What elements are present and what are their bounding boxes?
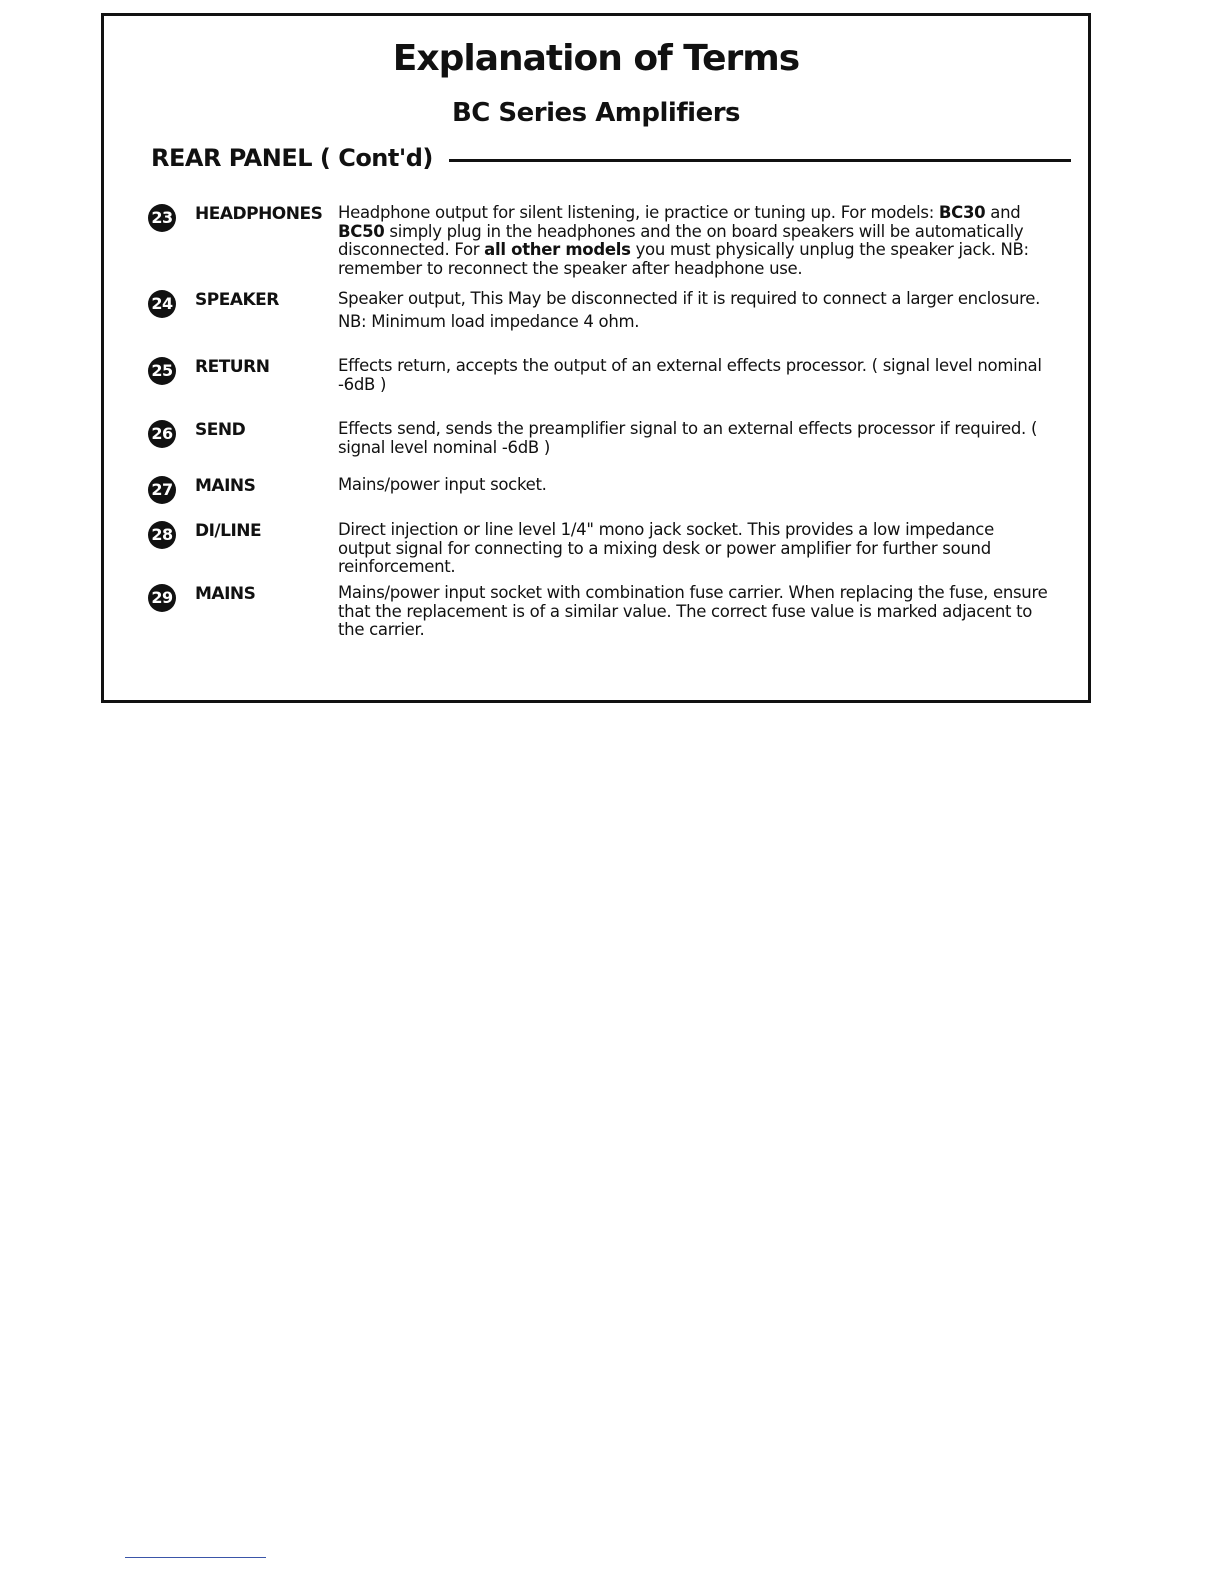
term-description: Headphone output for silent listening, ie practice or tuning up. For models: BC30 and BC50 simply plug in the headphones and the on board speakers will be automatically disconnected. For all other models you must physically unplug the speaker jack. NB: remember to reconnect the speaker after headphone use. [338,203,1029,278]
terms-panel [101,13,1091,703]
number-badge: 27 [148,476,176,504]
term-label: SPEAKER [195,290,279,310]
term-label: RETURN [195,357,270,377]
term-label: DI/LINE [195,521,262,541]
section-title: REAR PANEL ( Cont'd) [151,144,433,172]
term-description: Effects return, accepts the output of an external effects processor. ( signal level nominal -6dB ) [338,356,1042,394]
page-title: Explanation of Terms [392,38,800,79]
number-badge: 28 [148,521,176,549]
term-description: Direct injection or line level 1/4" mono jack socket. This provides a low impedance output signal for connecting to a mixing desk or power amplifier for further sound reinforcement. [338,520,994,576]
section-divider [449,159,1071,162]
number-badge: 26 [148,420,176,448]
number-badge: 25 [148,357,176,385]
footer-divider [125,1557,266,1558]
term-description: Mains/power input socket. [338,475,547,494]
section-header [151,141,1071,175]
term-description: Effects send, sends the preamplifier signal to an external effects processor if required. ( signal level nominal -6dB ) [338,419,1038,457]
term-label: SEND [195,420,246,440]
number-badge: 24 [148,290,176,318]
number-badge: 29 [148,584,176,612]
page-subtitle: BC Series Amplifiers [451,98,740,128]
term-description: Speaker output, This May be disconnected if it is required to connect a larger enclosure. NB: Minimum load impedance 4 ohm. [338,289,1041,331]
term-label: MAINS [195,476,256,496]
term-label: MAINS [195,584,256,604]
term-label: HEADPHONES [195,204,323,224]
term-description: Mains/power input socket with combination fuse carrier. When replacing the fuse, ensure that the replacement is of a similar value. The correct fuse value is marked adjacent to the carrier. [338,583,1048,639]
number-badge: 23 [148,204,176,232]
